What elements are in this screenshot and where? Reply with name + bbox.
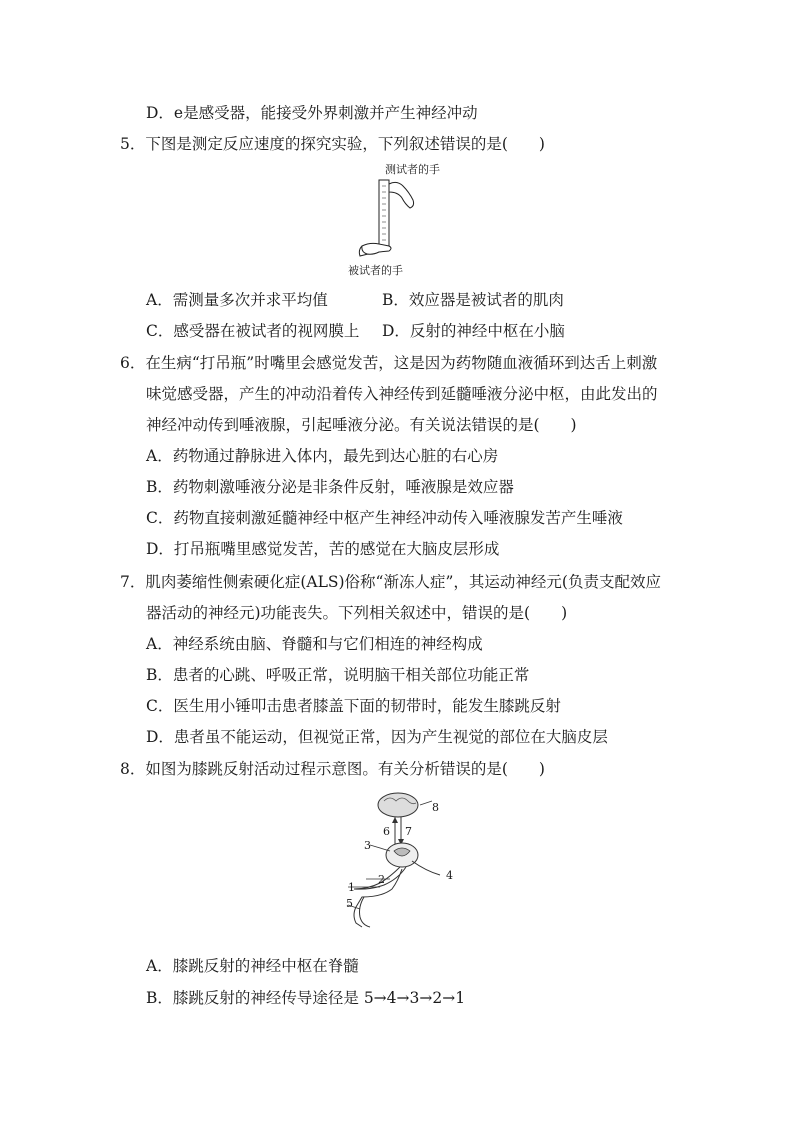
- q8-option-a: A．膝跳反射的神经中枢在脊髓: [146, 957, 359, 975]
- q6-option-d: D．打吊瓶嘴里感觉发苦，苦的感觉在大脑皮层形成: [146, 540, 500, 558]
- q7-stem-line2: 器活动的神经元)功能丧失。下列相关叙述中，错误的是( ): [146, 604, 568, 622]
- q7-option-d: D．患者虽不能运动，但视觉正常，因为产生视觉的部位在大脑皮层: [146, 728, 608, 746]
- label-7: 7: [405, 825, 412, 838]
- q7-option-c: C．医生用小锤叩击患者膝盖下面的韧带时，能发生膝跳反射: [146, 697, 561, 715]
- q4-option-d: D．e是感受器，能接受外界刺激并产生神经冲动: [146, 104, 478, 122]
- q8-knee-reflex-figure: [340, 787, 460, 935]
- q5-option-c: C．感受器在被试者的视网膜上: [146, 322, 360, 340]
- q6-stem-line2: 味觉感受器，产生的冲动沿着传入神经传到延髓唾液分泌中枢，由此发出的: [146, 385, 658, 403]
- q5-ruler-figure: [340, 160, 450, 280]
- q8-stem: 8．如图为膝跳反射活动过程示意图。有关分析错误的是( ): [120, 760, 545, 778]
- q7-option-a: A．神经系统由脑、脊髓和与它们相连的神经构成: [146, 635, 483, 653]
- label-2: 2: [378, 873, 385, 886]
- subject-hand-label: 被试者的手: [348, 264, 403, 277]
- q6-option-a: A．药物通过静脉进入体内，最先到达心脏的右心房: [146, 447, 499, 465]
- q7-option-b: B．患者的心跳、呼吸正常，说明脑干相关部位功能正常: [146, 666, 530, 684]
- knee-reflex-illustration: [340, 787, 460, 935]
- q8-option-b: B．膝跳反射的神经传导途径是 5→4→3→2→1: [146, 989, 466, 1007]
- q6-option-c: C．药物直接刺激延髓神经中枢产生神经冲动传入唾液腺发苦产生唾液: [146, 509, 623, 527]
- q6-stem-line3: 神经冲动传到唾液腺，引起唾液分泌。有关说法错误的是( ): [146, 416, 577, 434]
- label-4: 4: [446, 869, 453, 882]
- q5-stem: 5．下图是测定反应速度的探究实验，下列叙述错误的是( ): [120, 135, 545, 153]
- label-3: 3: [364, 839, 371, 852]
- q6-stem-line1: 6．在生病“打吊瓶”时嘴里会感觉发苦，这是因为药物随血液循环到达舌上刺激: [120, 354, 658, 372]
- ruler-drop-illustration: [340, 160, 450, 280]
- tester-hand-label: 测试者的手: [385, 163, 440, 176]
- q5-option-d: D．反射的神经中枢在小脑: [382, 322, 565, 340]
- label-6: 6: [383, 825, 390, 838]
- q5-option-b: B．效应器是被试者的肌肉: [382, 291, 564, 309]
- q7-stem-line1: 7．肌肉萎缩性侧索硬化症(ALS)俗称“渐冻人症”，其运动神经元(负责支配效应: [120, 573, 661, 591]
- q5-option-a: A．需测量多次并求平均值: [146, 291, 328, 309]
- q6-option-b: B．药物刺激唾液分泌是非条件反射，唾液腺是效应器: [146, 478, 514, 496]
- label-1: 1: [348, 881, 355, 894]
- label-8: 8: [432, 801, 439, 814]
- label-5: 5: [346, 897, 353, 910]
